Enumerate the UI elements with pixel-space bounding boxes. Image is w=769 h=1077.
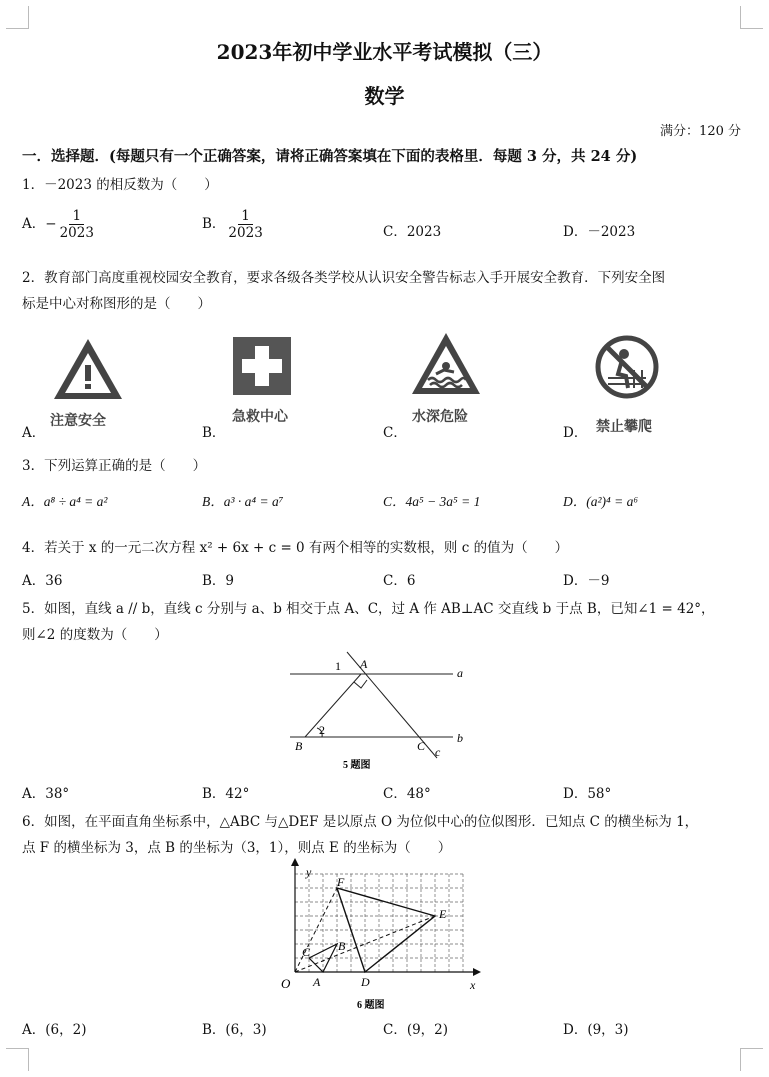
q1-option-b[interactable]: B． $\frac{1}{2023}$ — [202, 208, 266, 241]
label-point-e: E — [439, 907, 447, 921]
y-axis-arrow-icon — [291, 858, 299, 866]
q1-option-d[interactable]: D．－2023 — [563, 224, 636, 240]
label-point-c: C — [417, 739, 426, 753]
label-angle-2: 2 — [319, 723, 325, 737]
segment-ab — [305, 674, 361, 737]
q5-option-d[interactable]: D．58° — [563, 786, 612, 802]
corner-mark-top-right — [740, 6, 763, 29]
label-point-f: F — [337, 875, 345, 889]
label-line-c: c — [435, 745, 441, 759]
q6-figure-caption: 6 题图 — [357, 1000, 385, 1011]
label-point-a: A — [313, 975, 321, 989]
label-origin: O — [281, 976, 291, 991]
q1-option-a[interactable]: A．− $\frac{1}{2023}$ — [22, 208, 97, 241]
q3-option-d[interactable]: D．(a²)⁴ = a⁶ — [563, 494, 639, 509]
q1-option-b-fraction: $\frac{1}{2023}$ — [228, 208, 263, 241]
question-6-line-2: 点 F 的横坐标为 3，点 B 的坐标为（3，1），则点 E 的坐标为（ ） — [22, 840, 452, 856]
section-heading: 一．选择题．(每题只有一个正确答案，请将正确答案填在下面的表格里．每题 3 分，共 24 分) — [22, 148, 638, 165]
label-y-axis: y — [306, 865, 312, 879]
question-6-line-1: 6．如图，在平面直角坐标系中，△ABC 与△DEF 是以原点 O 为位似中心的位似图形．已知点 C 的横坐标为 1， — [22, 814, 699, 830]
q2-sign-c-text: 水深危险 — [412, 409, 468, 425]
q2-sign-b-text: 急救中心 — [232, 409, 288, 425]
label-point-c: C — [302, 945, 311, 959]
corner-mark-bottom-left — [6, 1048, 29, 1071]
q1-option-c[interactable]: C．2023 — [383, 224, 442, 240]
q1-option-a-fraction: $\frac{1}{2023}$ — [59, 208, 94, 241]
label-point-b: B — [295, 739, 303, 753]
question-3-text: 3．下列运算正确的是（ ） — [22, 458, 207, 474]
q2-option-a-label[interactable]: A． — [22, 425, 46, 441]
q6-option-b[interactable]: B．(6，3) — [202, 1022, 267, 1038]
corner-mark-top-left — [6, 6, 29, 29]
q5-figure-caption: 5 题图 — [343, 760, 371, 771]
q3-option-c[interactable]: C．4a⁵ − 3a⁵ = 1 — [383, 494, 481, 509]
q2-sign-d-text: 禁止攀爬 — [596, 419, 652, 435]
no-climbing-sign-icon — [594, 334, 660, 400]
q2-option-c-label[interactable]: C． — [383, 425, 407, 441]
question-5-line-1: 5．如图，直线 a // b，直线 c 分别与 a、b 相交于点 A、C，过 A 作 AB⊥AC 交直线 b 于点 B，已知∠1 = 42°， — [22, 601, 715, 617]
q5-option-c[interactable]: C．48° — [383, 786, 431, 802]
subject-title: 数学 — [364, 84, 405, 108]
q6-figure — [275, 858, 485, 1013]
x-axis-arrow-icon — [473, 968, 481, 976]
q3-option-b[interactable]: B．a³ · a⁴ = a⁷ — [202, 494, 284, 509]
label-angle-1: 1 — [335, 659, 341, 673]
exam-title: 2023年初中学业水平考试模拟（三） — [216, 40, 553, 64]
q4-option-a[interactable]: A．36 — [22, 573, 63, 589]
q5-figure — [285, 650, 485, 772]
label-point-d: D — [361, 975, 370, 989]
q6-option-d[interactable]: D．(9，3) — [563, 1022, 629, 1038]
corner-mark-bottom-right — [740, 1048, 763, 1071]
q6-option-a[interactable]: A．(6，2) — [22, 1022, 87, 1038]
question-2-line-1: 2．教育部门高度重视校园安全教育，要求各级各类学校从认识安全警告标志入手开展安全教育．下列安全图 — [22, 270, 666, 286]
question-1-text: 1．－2023 的相反数为（ ） — [22, 177, 218, 193]
question-2-line-2: 标是中心对称图形的是（ ） — [22, 296, 211, 312]
total-score: 满分：120 分 — [660, 124, 741, 139]
q2-option-b-label[interactable]: B． — [202, 425, 226, 441]
q5-option-a[interactable]: A．38° — [22, 786, 70, 802]
label-line-b: b — [457, 731, 463, 745]
q4-option-c[interactable]: C．6 — [383, 573, 416, 589]
q6-option-c[interactable]: C．(9，2) — [383, 1022, 449, 1038]
deep-water-sign-icon — [410, 330, 482, 400]
question-5-line-2: 则∠2 的度数为（ ） — [22, 627, 168, 643]
question-4-text: 4．若关于 x 的一元二次方程 x² + 6x + c = 0 有两个相等的实数根，则 c 的值为（ ） — [22, 540, 569, 556]
first-aid-icon — [232, 336, 292, 396]
label-point-a: A — [360, 657, 368, 671]
grid — [295, 874, 463, 972]
q4-option-d[interactable]: D．－9 — [563, 573, 610, 589]
label-line-a: a — [457, 666, 463, 680]
warning-sign-icon — [52, 335, 124, 405]
right-angle-mark — [354, 680, 367, 688]
label-point-b: B — [338, 939, 346, 953]
q2-option-d-label[interactable]: D． — [563, 425, 588, 441]
q2-sign-a-text: 注意安全 — [50, 413, 106, 429]
q3-option-a[interactable]: A．a⁸ ÷ a⁴ = a² — [22, 494, 108, 509]
q5-option-b[interactable]: B．42° — [202, 786, 250, 802]
q4-option-b[interactable]: B．9 — [202, 573, 235, 589]
label-x-axis: x — [470, 978, 476, 992]
